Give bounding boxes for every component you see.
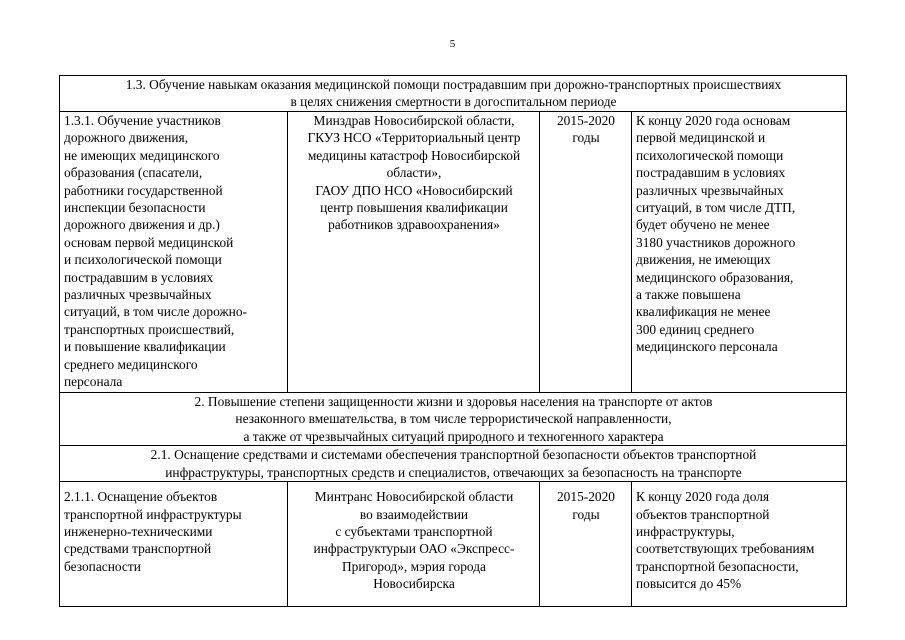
section-2-heading: [60, 393, 847, 446]
term-cell: [540, 482, 632, 607]
measure-line: транспортной инфраструктуры: [64, 506, 242, 522]
measure-line: безопасности: [64, 558, 141, 574]
result-line: К концу 2020 года основам: [636, 113, 791, 128]
section-heading-line: а также от чрезвычайных ситуаций природного и техногенного характера: [243, 428, 664, 444]
result-line: медицинского образования,: [636, 269, 794, 285]
term-line: годы: [572, 506, 600, 522]
result-line: 300 единиц среднего: [636, 321, 755, 337]
section-2-1-heading: [60, 446, 847, 482]
term-line: 2015-2020: [556, 113, 616, 128]
executor-line: ГАОУ ДПО НСО «Новосибирский: [315, 182, 513, 198]
measure-line: различных чрезвычайных: [64, 287, 212, 303]
result-line: К концу 2020 года доля: [636, 489, 770, 505]
measure-line: дорожного движения и др.): [64, 217, 220, 233]
measure-line: ситуаций, в том числе дорожно-: [64, 304, 248, 320]
result-line: движения, не имеющих: [636, 252, 771, 268]
result-line: объектов транспортной: [636, 506, 770, 522]
measure-line: работники государственной: [64, 182, 223, 198]
result-line: ситуаций, в том числе ДТП,: [636, 200, 796, 216]
measure-cell: [60, 112, 288, 393]
result-line: 3180 участников дорожного: [636, 234, 796, 250]
executor-line: медицины катастроф Новосибирской: [307, 147, 521, 163]
result-line: соответствующих требованиям: [636, 541, 815, 557]
executor-line: во взаимодействии: [359, 506, 469, 522]
executor-line: Минздрав Новосибирской области,: [313, 113, 515, 128]
result-line: повысится до 45%: [636, 576, 742, 592]
term-line: годы: [572, 130, 600, 146]
executor-cell: [288, 482, 540, 607]
section-heading-line: в целях снижения смертности в догоспитальном периоде: [290, 94, 617, 110]
section-heading-row: [60, 446, 847, 482]
measure-line: дорожного движения,: [64, 130, 189, 146]
result-line: квалификация не менее: [636, 304, 771, 320]
section-heading-line: 1.3. Обучение навыкам оказания медицинской помощи пострадавшим при дорожно-транспортных происшествиях: [125, 77, 782, 92]
table-row: [60, 482, 847, 607]
section-heading-line: незаконного вмешательства, в том числе террористической направленности,: [235, 411, 672, 427]
result-line: различных чрезвычайных: [636, 182, 784, 198]
measure-line: транспортных происшествий,: [64, 321, 235, 337]
section-heading-row: [60, 76, 847, 112]
measure-line: средствами транспортной: [64, 541, 212, 557]
measure-line: пострадавшим в условиях: [64, 269, 214, 285]
measure-cell: [60, 482, 288, 607]
measure-line: не имеющих медицинского: [64, 147, 220, 163]
measure-line: образования (спасатели,: [64, 165, 203, 181]
measure-line: и психологической помощи: [64, 252, 222, 268]
measure-line: 1.3.1. Обучение участников: [64, 113, 221, 128]
result-line: психологической помощи: [636, 147, 784, 163]
result-line: транспортной безопасности,: [636, 558, 799, 574]
measure-line: инспекции безопасности: [64, 200, 206, 216]
measure-line: основам первой медицинской: [64, 234, 234, 250]
table-row: [60, 112, 847, 393]
measure-line: персонала: [64, 374, 123, 390]
result-line: медицинского персонала: [636, 339, 778, 355]
executor-line: инфраструктурыи ОАО «Экспресс-: [313, 541, 515, 557]
result-cell: [632, 112, 847, 393]
result-line: а также повышена: [636, 287, 741, 303]
measure-line: 2.1.1. Оснащение объектов: [64, 489, 218, 505]
section-heading-line: инфраструктуры, транспортных средств и специалистов, отвечающих за безопасность на транспорте: [165, 464, 742, 480]
executor-line: Новосибирска: [373, 576, 455, 592]
executor-line: Минтранс Новосибирской области: [314, 489, 514, 505]
executor-line: области»,: [386, 165, 442, 181]
term-line: 2015-2020: [556, 489, 616, 505]
term-cell: [540, 112, 632, 393]
result-line: будет обучено не менее: [636, 217, 770, 233]
result-cell: [632, 482, 847, 607]
section-heading-row: [60, 393, 847, 446]
measure-line: среднего медицинского: [64, 356, 198, 372]
section-heading-line: 2. Повышение степени защищенности жизни и здоровья населения на транспорте от актов: [194, 394, 713, 409]
program-measures-table: [59, 75, 847, 607]
measure-line: инженерно-техническими: [64, 524, 213, 540]
executor-line: центр повышения квалификации: [320, 200, 508, 216]
executor-line: ГКУЗ НСО «Территориальный центр: [307, 130, 521, 146]
executor-line: Пригород», мэрия города: [342, 558, 486, 574]
executor-line: с субъектами транспортной: [335, 524, 493, 540]
section-heading-line: 2.1. Оснащение средствами и системами обеспечения транспортной безопасности объектов транспортной: [150, 447, 757, 463]
executor-line: работников здравоохранения»: [328, 217, 500, 233]
result-line: пострадавшим в условиях: [636, 165, 786, 181]
section-1-3-heading: [60, 76, 847, 112]
executor-cell: [288, 112, 540, 393]
result-line: инфраструктуры,: [636, 524, 735, 540]
page-number: 5: [449, 38, 456, 50]
result-line: первой медицинской и: [636, 130, 766, 146]
measure-line: и повышение квалификации: [64, 339, 226, 355]
